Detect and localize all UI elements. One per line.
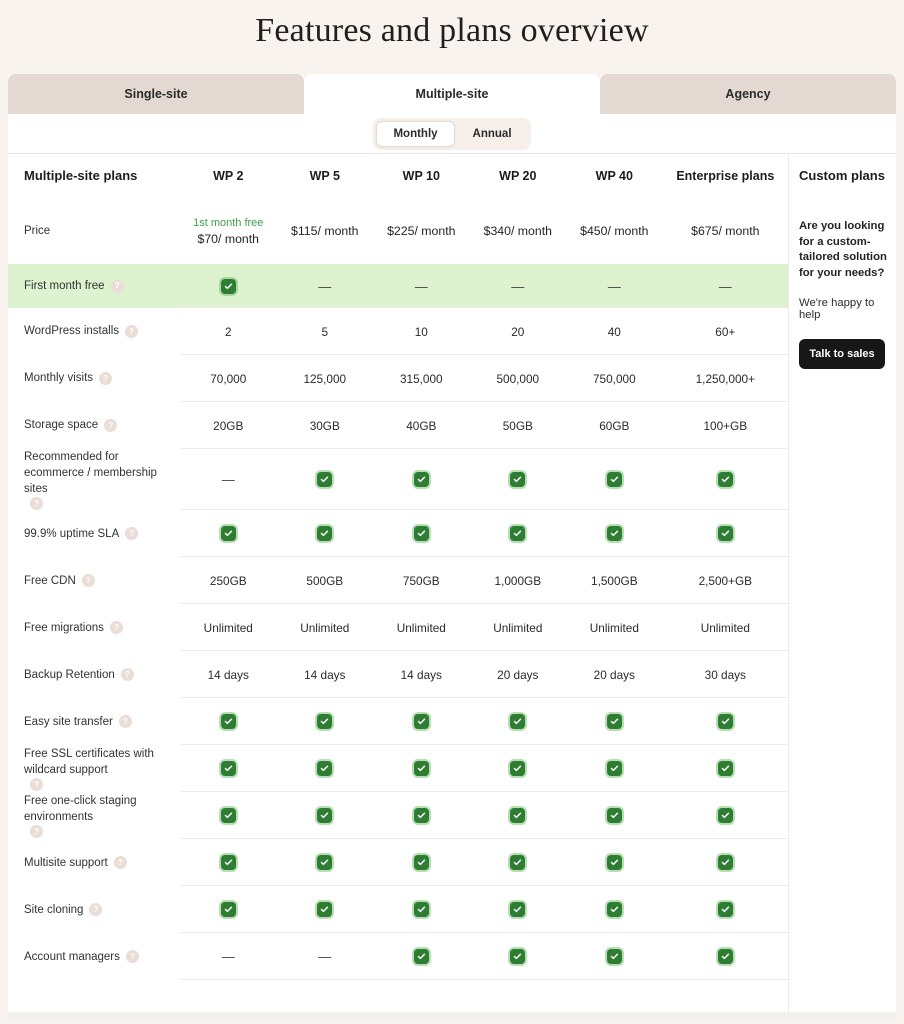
check-icon (317, 902, 332, 917)
check-icon (718, 714, 733, 729)
check-icon (718, 761, 733, 776)
feature-cell (373, 855, 470, 870)
feature-cell: 500,000 (496, 371, 540, 386)
feature-label (8, 620, 180, 636)
billing-toggle-bar (8, 114, 896, 154)
feature-cell (180, 855, 277, 870)
feature-label (8, 526, 180, 542)
plan-columns (180, 169, 788, 183)
feature-row (8, 510, 788, 557)
billing-toggle (373, 118, 530, 150)
check-icon (718, 902, 733, 917)
feature-cell (180, 949, 277, 964)
feature-cell: 5 (321, 324, 329, 339)
feature-cell (566, 855, 663, 870)
help-icon[interactable]: ? (30, 825, 43, 838)
help-icon[interactable]: ? (30, 497, 43, 510)
feature-row (8, 449, 788, 510)
feature-label-text: Free SSL certificates with wildcard support (24, 748, 154, 777)
feature-cell: 14 days (207, 667, 249, 682)
bottom-strip (8, 1012, 896, 1020)
feature-cell (277, 279, 374, 294)
feature-row (8, 604, 788, 651)
help-icon[interactable]: ? (30, 778, 43, 791)
feature-label-text: Easy site transfer (24, 715, 113, 728)
check-icon (607, 526, 622, 541)
feature-row (8, 745, 788, 792)
check-icon (510, 526, 525, 541)
feature-cell: Unlimited (300, 620, 350, 635)
feature-cell (277, 902, 374, 917)
feature-row (8, 651, 788, 698)
price-value: $340/ month (483, 224, 552, 238)
help-icon[interactable]: ? (89, 903, 102, 916)
help-icon[interactable]: ? (125, 325, 138, 338)
promo-label: 1st month free (193, 216, 264, 229)
feature-cell (566, 526, 663, 541)
feature-cell (470, 808, 567, 823)
feature-label-text: Monthly visits (24, 372, 94, 385)
check-icon (317, 714, 332, 729)
check-icon (414, 714, 429, 729)
feature-label-text: Free migrations (24, 621, 104, 634)
feature-cell (277, 714, 374, 729)
feature-cell: 2 (224, 324, 232, 339)
plan-column-header: WP 5 (309, 169, 340, 183)
feature-cell (373, 472, 470, 487)
feature-cell (663, 902, 788, 917)
check-icon (607, 949, 622, 964)
feature-label (8, 714, 180, 730)
feature-cell: 40 (607, 324, 621, 339)
plan-column-header: WP 10 (402, 169, 440, 183)
check-icon (510, 855, 525, 870)
feature-cell (373, 808, 470, 823)
feature-cell: 14 days (304, 667, 346, 682)
dash-icon: — (414, 278, 428, 294)
billing-option-monthly[interactable]: Monthly (376, 121, 454, 147)
feature-cell (470, 949, 567, 964)
feature-row (8, 355, 788, 402)
feature-row (8, 886, 788, 933)
feature-label-text: Free one-click staging environments (24, 795, 137, 824)
feature-cell (277, 526, 374, 541)
page-title: Features and plans overview (255, 12, 649, 49)
feature-cell (180, 902, 277, 917)
feature-cell (373, 526, 470, 541)
feature-cell: 20 days (497, 667, 539, 682)
feature-cell (663, 855, 788, 870)
feature-cell (277, 949, 374, 964)
feature-label (8, 746, 180, 791)
feature-rows (8, 264, 788, 980)
feature-cell (180, 279, 277, 294)
feature-cell (470, 855, 567, 870)
check-icon (510, 949, 525, 964)
feature-cell (470, 714, 567, 729)
price-value: $115/ month (291, 224, 359, 238)
feature-cell (277, 808, 374, 823)
feature-cell (470, 472, 567, 487)
features-table-area (8, 154, 896, 1012)
feature-cell: 60+ (715, 324, 736, 339)
feature-row (8, 933, 788, 980)
feature-label-text: 99.9% uptime SLA (24, 527, 120, 540)
feature-label (8, 667, 180, 683)
dash-icon: — (318, 278, 332, 294)
feature-cell: 315,000 (399, 371, 443, 386)
feature-row (8, 402, 788, 449)
check-icon (510, 472, 525, 487)
check-icon (607, 808, 622, 823)
tab-multiple-site[interactable]: Multiple-site (304, 74, 600, 114)
feature-cell (663, 949, 788, 964)
check-icon (414, 761, 429, 776)
check-icon (221, 526, 236, 541)
feature-label-text: First month free (24, 279, 105, 292)
feature-cell (180, 808, 277, 823)
feature-cell (566, 472, 663, 487)
price-cell (277, 217, 374, 246)
feature-cell: 40GB (406, 418, 437, 433)
dash-icon: — (511, 278, 525, 294)
help-icon[interactable]: ? (82, 574, 95, 587)
feature-cell: 20GB (213, 418, 244, 433)
check-icon (607, 761, 622, 776)
price-cell (470, 217, 567, 246)
feature-cell: 1,500GB (591, 573, 638, 588)
feature-cell: 125,000 (303, 371, 347, 386)
plan-column-header: WP 40 (595, 169, 633, 183)
help-icon[interactable]: ? (104, 419, 117, 432)
dash-icon: — (221, 949, 235, 965)
feature-label (8, 323, 180, 339)
check-icon (221, 279, 236, 294)
check-icon (510, 714, 525, 729)
feature-row (8, 839, 788, 886)
feature-cell (373, 279, 470, 294)
dash-icon: — (607, 278, 621, 294)
table-header-row (8, 154, 788, 198)
feature-cell (470, 279, 567, 294)
feature-label-text: Recommended for ecommerce / membership sites (24, 451, 157, 496)
feature-cell (277, 761, 374, 776)
feature-cell: 750,000 (592, 371, 636, 386)
check-icon (607, 902, 622, 917)
table-header-label: Multiple-site plans (24, 167, 138, 183)
price-cells (180, 217, 788, 246)
feature-cell (663, 279, 788, 294)
feature-cell (470, 902, 567, 917)
feature-cell (373, 902, 470, 917)
feature-cell: 1,250,000+ (695, 371, 755, 386)
check-icon (718, 808, 733, 823)
feature-cell: 750GB (402, 573, 440, 588)
check-icon (718, 949, 733, 964)
feature-label (8, 902, 180, 918)
feature-label-text: Multisite support (24, 856, 108, 869)
custom-plans-column (788, 154, 896, 1012)
feature-cell (373, 949, 470, 964)
check-icon (607, 472, 622, 487)
feature-row (8, 698, 788, 745)
plan-type-tabs (8, 74, 896, 114)
feature-cell: 60GB (599, 418, 630, 433)
feature-cell: Unlimited (589, 620, 639, 635)
custom-plans-title: Custom plans (799, 168, 885, 183)
plan-column-header: Enterprise plans (676, 169, 775, 183)
feature-label-text: Site cloning (24, 903, 84, 916)
feature-cell (180, 472, 277, 487)
feature-row (8, 308, 788, 355)
feature-cell (566, 949, 663, 964)
feature-cell: Unlimited (396, 620, 446, 635)
feature-label (8, 793, 180, 838)
feature-cell (663, 714, 788, 729)
check-icon (718, 526, 733, 541)
check-icon (510, 902, 525, 917)
price-cell (373, 217, 470, 246)
feature-cell (663, 761, 788, 776)
feature-cell (470, 761, 567, 776)
help-icon[interactable]: ? (126, 950, 139, 963)
feature-cell: Unlimited (493, 620, 543, 635)
feature-cell (663, 472, 788, 487)
check-icon (221, 808, 236, 823)
check-icon (718, 855, 733, 870)
feature-cell: 1,000GB (494, 573, 542, 588)
price-row (8, 198, 788, 264)
plan-column-header: WP 2 (213, 169, 244, 183)
feature-cell: 20 days (593, 667, 635, 682)
check-icon (414, 902, 429, 917)
feature-row (8, 557, 788, 604)
feature-cell (566, 714, 663, 729)
check-icon (607, 855, 622, 870)
check-icon (317, 855, 332, 870)
feature-cell (566, 279, 663, 294)
help-icon[interactable]: ? (119, 715, 132, 728)
feature-cell: 30GB (309, 418, 340, 433)
feature-cell: 20 (511, 324, 525, 339)
feature-cell: 2,500+GB (698, 573, 753, 588)
check-icon (221, 761, 236, 776)
price-value: $675/ month (691, 224, 760, 238)
feature-cell: 30 days (704, 667, 746, 682)
feature-label (8, 855, 180, 871)
feature-cell (566, 808, 663, 823)
price-value: $450/ month (580, 224, 649, 238)
help-icon[interactable]: ? (121, 668, 134, 681)
price-cell (566, 217, 663, 246)
price-value: $225/ month (387, 224, 456, 238)
feature-cell: 250GB (209, 573, 247, 588)
feature-cell (180, 714, 277, 729)
feature-cell: 10 (414, 324, 428, 339)
check-icon (317, 526, 332, 541)
feature-cell (373, 761, 470, 776)
feature-cell (470, 526, 567, 541)
talk-to-sales-button[interactable]: Talk to sales (799, 339, 885, 369)
custom-plans-subtext: We're happy to help (799, 297, 875, 322)
feature-label (8, 278, 180, 294)
billing-option-annual[interactable]: Annual (472, 127, 512, 140)
feature-cell: 70,000 (210, 371, 247, 386)
check-icon (414, 526, 429, 541)
feature-cell: 100+GB (703, 418, 748, 433)
check-icon (221, 855, 236, 870)
feature-label-text: Storage space (24, 419, 99, 432)
custom-plans-question: Are you looking for a custom-tailored solution for your needs? (799, 220, 887, 279)
feature-cell: 14 days (400, 667, 442, 682)
feature-cell (663, 808, 788, 823)
check-icon (414, 855, 429, 870)
feature-label-text: Backup Retention (24, 668, 115, 681)
feature-label (8, 573, 180, 589)
check-icon (414, 949, 429, 964)
check-icon (510, 761, 525, 776)
check-icon (221, 714, 236, 729)
feature-cell (373, 714, 470, 729)
feature-label (8, 417, 180, 433)
price-row-label: Price (24, 224, 51, 237)
feature-cell: 500GB (306, 573, 344, 588)
check-icon (317, 761, 332, 776)
feature-label (8, 449, 180, 510)
feature-row (8, 264, 788, 308)
check-icon (510, 808, 525, 823)
check-icon (607, 714, 622, 729)
check-icon (414, 472, 429, 487)
feature-cell (566, 902, 663, 917)
feature-cell (277, 472, 374, 487)
check-icon (414, 808, 429, 823)
feature-cell: Unlimited (203, 620, 253, 635)
feature-cell (180, 761, 277, 776)
plan-column-header: WP 20 (499, 169, 537, 183)
feature-row (8, 792, 788, 839)
feature-label-text: Account managers (24, 950, 120, 963)
tab-single-site[interactable]: Single-site (8, 74, 304, 114)
feature-cell (180, 526, 277, 541)
help-icon[interactable]: ? (99, 372, 112, 385)
dash-icon: — (221, 472, 235, 488)
dash-icon: — (718, 278, 732, 294)
dash-icon: — (318, 949, 332, 965)
feature-cell (566, 761, 663, 776)
feature-label-text: WordPress installs (24, 325, 120, 338)
feature-label (8, 949, 180, 965)
check-icon (317, 472, 332, 487)
feature-label-text: Free CDN (24, 574, 76, 587)
feature-cell: Unlimited (700, 620, 750, 635)
check-icon (718, 472, 733, 487)
help-icon[interactable]: ? (125, 527, 138, 540)
help-icon[interactable]: ? (114, 856, 127, 869)
price-cell (663, 217, 788, 246)
feature-label (8, 370, 180, 386)
help-icon[interactable]: ? (111, 280, 124, 293)
check-icon (221, 902, 236, 917)
plans-panel (8, 114, 896, 1020)
help-icon[interactable]: ? (110, 621, 123, 634)
feature-cell (277, 855, 374, 870)
price-value: $70/ month (197, 231, 260, 246)
feature-cell: 50GB (502, 418, 533, 433)
price-cell (180, 217, 277, 246)
features-table (8, 154, 788, 1012)
check-icon (317, 808, 332, 823)
tab-agency[interactable]: Agency (600, 74, 896, 114)
feature-cell (663, 526, 788, 541)
